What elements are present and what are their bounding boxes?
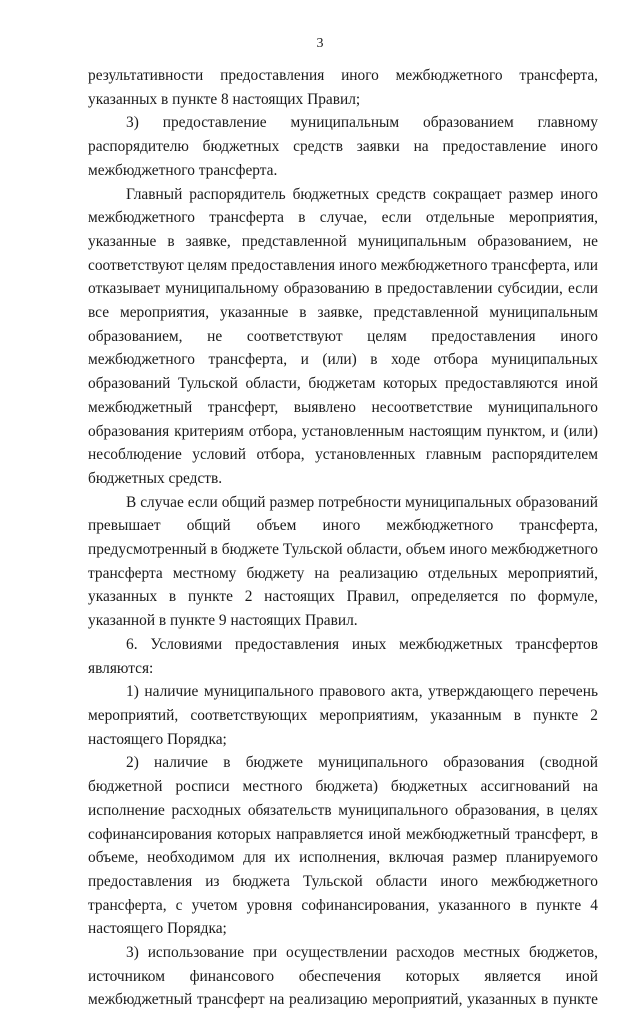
document-body bbox=[88, 64, 598, 1012]
paragraph-condition-3: 3) использование при осуществлении расходов местных бюджетов, источником финансового обеспечения которых является иной межбюджетный трансферт на реализацию мероприятий, указанных в пункте bbox=[88, 944, 598, 1009]
paragraph-section-6: 6. Условиями предоставления иных межбюджетных трансфертов являются: bbox=[88, 635, 598, 677]
paragraph-item-3: 3) предоставление муниципальным образованием главному распорядителю бюджетных средств заявки на предоставление иного межбюджетного трансферта. bbox=[88, 114, 598, 179]
paragraph-condition-2: 2) наличие в бюджете муниципального образования (сводной бюджетной росписи местного бюджета) бюджетных ассигнований на исполнение расходных обязательств муниципального образования, в целях софинансирования которых направляется иной межбюджетный трансферт, в объеме, необходимом для их исполнения, включая размер планируемого предоставления из бюджета Тульской области иного межбюджетного трансферта, с учетом уровня софинансирования, указанного в пункте 4 настоящего Порядка; bbox=[88, 754, 598, 938]
page-number: 3 bbox=[316, 36, 324, 51]
paragraph-condition-1: 1) наличие муниципального правового акта, утверждающего перечень мероприятий, соответствующих мероприятиям, указанным в пункте 2 настоящего Порядка; bbox=[88, 683, 598, 748]
paragraph-continuation: результативности предоставления иного межбюджетного трансферта, указанных в пункте 8 настоящих Правил; bbox=[88, 67, 598, 108]
paragraph-reduction-rule: Главный распорядитель бюджетных средств сокращает размер иного межбюджетного трансферта в случае, если отдельные мероприятия, указанные в заявке, представленной муниципальным образованием, не соответствуют целям предоставления иного межбюджетного трансферта, или отказывает муниципальному образованию в предоставлении субсидии, если все мероприятия, указанные в заявке, представленной муниципальным образованием, не соответствуют целям предоставления иного межбюджетного трансферта, и (или) в ходе отбора муниципальных образований Тульской области, бюджетам которых предоставляются иной межбюджетный трансферт, выявлено несоответствие муниципального образования критериям отбора, установленным настоящим пунктом, и (или) несоблюдение условий отбора, установленных главным распорядителем бюджетных средств. bbox=[88, 185, 598, 487]
paragraph-formula-rule: В случае если общий размер потребности муниципальных образований превышает общий объем иного межбюджетного трансферта, предусмотренный в бюджете Тульской области, объем иного межбюджетного трансферта местному бюджету на реализацию отдельных мероприятий, указанных в пункте 2 настоящих Правил, определяется по формуле, указанной в пункте 9 настоящих Правил. bbox=[88, 493, 598, 630]
